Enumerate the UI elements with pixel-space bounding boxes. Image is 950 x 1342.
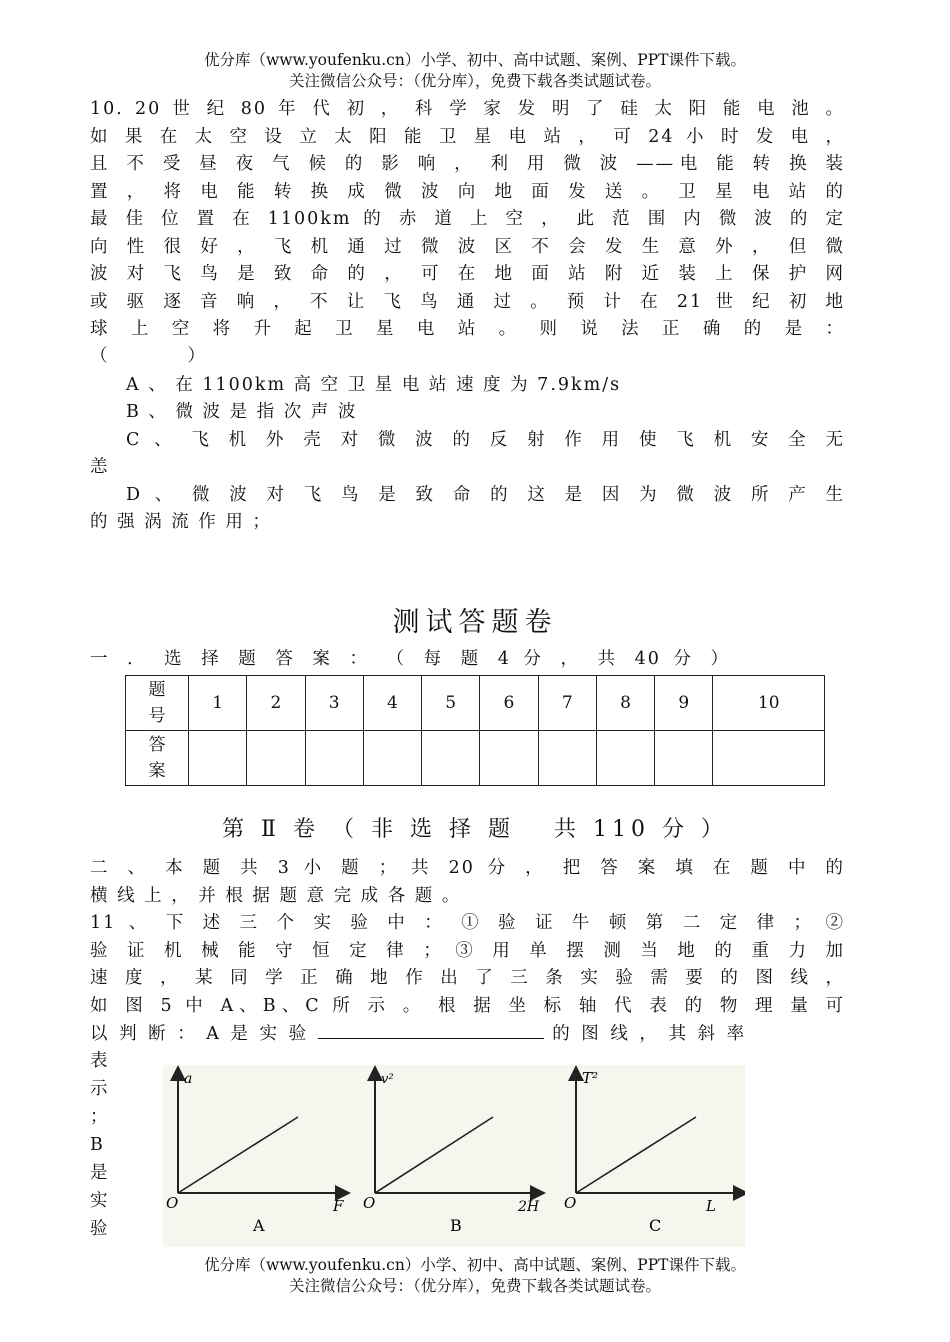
answer-table-number: 4 — [363, 676, 421, 731]
answer-cell[interactable] — [189, 731, 247, 786]
q10-line: 10. 20 世 纪 80 年 代 初 ， 科 学 家 发 明 了 硅 太 阳 能 电 池 。 — [90, 99, 845, 119]
answer-table-number: 5 — [422, 676, 480, 731]
figure-5-graphs — [163, 1065, 745, 1247]
q10-line: 置 ， 将 电 能 转 换 成 微 波 向 地 面 发 送 。 卫 星 电 站 的 — [90, 182, 845, 202]
vertical-char: B — [90, 1135, 103, 1155]
figure-5 — [163, 1065, 745, 1247]
section2-line: 二 、 本 题 共 3 小 题 ； 共 20 分 ， 把 答 案 填 在 题 中 的 — [90, 858, 845, 878]
vertical-char: ； — [90, 1107, 108, 1127]
q10-line: 或 驱 逐 音 响 ， 不 让 飞 鸟 通 过 。 预 计 在 21 世 纪 初 地 — [90, 292, 845, 312]
graph-b-caption: B — [450, 1216, 462, 1235]
part2-title: 第 Ⅱ 卷 （ 非 选 择 题 共 110 分 ） — [222, 817, 728, 842]
vertical-char: 示 — [90, 1079, 108, 1099]
answer-cell[interactable] — [480, 731, 538, 786]
q11-last-suffix: 的 图 线 ， 其 斜 率 — [552, 1024, 748, 1044]
graph-panel-c — [564, 1069, 741, 1235]
q10-line: 且 不 受 昼 夜 气 候 的 影 响 ， 利 用 微 波 ——电 能 转 换 装 — [90, 154, 845, 174]
answer-table-number-row — [126, 676, 825, 731]
answer-table — [125, 675, 825, 786]
answer-table-number: 7 — [538, 676, 596, 731]
answer-table-number: 10 — [713, 676, 825, 731]
q11-last-prefix: 以 判 断 ： A 是 实 验 — [90, 1024, 310, 1044]
graph-c-xlabel: L — [706, 1197, 716, 1215]
vertical-char: 验 — [90, 1219, 108, 1239]
section1-heading: 一 ． 选 择 题 答 案 ： （ 每 题 4 分 ， 共 40 分 ） — [90, 649, 730, 669]
q10-option-a: A 、 在 1100km 高 空 卫 星 电 站 速 度 为 7.9km/s — [126, 375, 622, 395]
graph-panel-a — [166, 1071, 344, 1235]
q10-line: 如 果 在 太 空 设 立 太 阳 能 卫 星 电 站 ， 可 24 小 时 发 电 ， — [90, 127, 845, 147]
page-header-line2: 关注微信公众号：（优分库），免费下载各类试题试卷。 — [288, 72, 661, 90]
graph-a-line — [178, 1117, 298, 1193]
q10-option-d: D 、 微 波 对 飞 鸟 是 致 命 的 这 是 因 为 微 波 所 产 生 — [126, 485, 845, 505]
answer-table-number: 9 — [655, 676, 713, 731]
graph-a-ylabel: a — [184, 1071, 193, 1087]
q11-line: 速 度 ， 某 同 学 正 确 地 作 出 了 三 条 实 验 需 要 的 图 线 ， — [90, 968, 845, 988]
graph-panel-b — [363, 1072, 540, 1235]
answer-table-number: 2 — [247, 676, 305, 731]
graph-c-origin: O — [564, 1194, 577, 1212]
answer-cell[interactable] — [305, 731, 363, 786]
graph-a-xlabel: F — [333, 1197, 344, 1215]
graph-a-origin: O — [166, 1194, 179, 1212]
q10-line: 最 佳 位 置 在 1100km 的 赤 道 上 空 ， 此 范 围 内 微 波 的 定 — [90, 209, 845, 229]
graph-b-line — [375, 1117, 493, 1193]
graph-b-origin: O — [363, 1194, 376, 1212]
graph-c-caption: C — [649, 1216, 662, 1235]
answer-cell[interactable] — [596, 731, 654, 786]
answer-cell[interactable] — [538, 731, 596, 786]
section2-line: 横 线 上 ， 并 根 据 题 意 完 成 各 题 。 — [90, 886, 462, 906]
q10-answer-bracket: （ ） — [90, 346, 207, 366]
answer-table-number: 8 — [596, 676, 654, 731]
q10-line: 球 上 空 将 升 起 卫 星 电 站 。 则 说 法 正 确 的 是 ： — [90, 319, 845, 339]
answer-table-number: 6 — [480, 676, 538, 731]
q10-option-c-cont: 恙 — [90, 457, 110, 477]
page-footer-line2: 关注微信公众号：（优分库），免费下载各类试题试卷。 — [288, 1277, 661, 1295]
graph-c-ylabel: T² — [582, 1069, 599, 1087]
vertical-char: 实 — [90, 1191, 108, 1211]
q10-line: 向 性 很 好 ， 飞 机 通 过 微 波 区 不 会 发 生 意 外 ， 但 微 — [90, 237, 845, 257]
q11-line: 如 图 5 中 A、B、C 所 示 。 根 据 坐 标 轴 代 表 的 物 理 量 可 — [90, 996, 845, 1016]
answer-cell[interactable] — [247, 731, 305, 786]
answer-table-number: 1 — [189, 676, 247, 731]
graph-c-line — [576, 1117, 696, 1193]
q10-option-d-cont: 的 强 涡 流 作 用 ； — [90, 512, 272, 532]
page-footer-line1: 优分库（www.youfenku.cn）小学、初中、高中试题、案例、PPT课件下载。 — [203, 1256, 747, 1274]
answer-cell[interactable] — [713, 731, 825, 786]
q10-option-c: C 、 飞 机 外 壳 对 微 波 的 反 射 作 用 使 飞 机 安 全 无 — [126, 430, 845, 450]
page-header-line1: 优分库（www.youfenku.cn）小学、初中、高中试题、案例、PPT课件下载。 — [203, 51, 747, 69]
q11-last-line — [90, 1020, 850, 1047]
graph-b-xlabel: 2H — [518, 1199, 540, 1215]
vertical-char: 是 — [90, 1163, 108, 1183]
answer-table-row-header: 题 号 — [126, 676, 189, 731]
q10-line: 波 对 飞 鸟 是 致 命 的 ， 可 在 地 面 站 附 近 装 上 保 护 网 — [90, 264, 845, 284]
answer-table-answer-row — [126, 731, 825, 786]
answer-cell[interactable] — [363, 731, 421, 786]
q10-option-b: B 、 微 波 是 指 次 声 波 — [126, 402, 358, 422]
q11-line: 11 、 下 述 三 个 实 验 中 ： ① 验 证 牛 顿 第 二 定 律 ； ② — [90, 913, 845, 933]
vertical-char: 表 — [90, 1051, 108, 1071]
answer-table-row-header: 答 案 — [126, 731, 189, 786]
q11-answer-blank[interactable] — [318, 1020, 544, 1039]
answer-cell[interactable] — [655, 731, 713, 786]
answer-cell[interactable] — [422, 731, 480, 786]
answer-sheet-title: 测试答题卷 — [392, 607, 558, 638]
q11-line: 验 证 机 械 能 守 恒 定 律 ； ③ 用 单 摆 测 当 地 的 重 力 加 — [90, 941, 845, 961]
answer-table-number: 3 — [305, 676, 363, 731]
graph-b-ylabel: v² — [381, 1072, 394, 1087]
graph-a-caption: A — [253, 1216, 265, 1235]
